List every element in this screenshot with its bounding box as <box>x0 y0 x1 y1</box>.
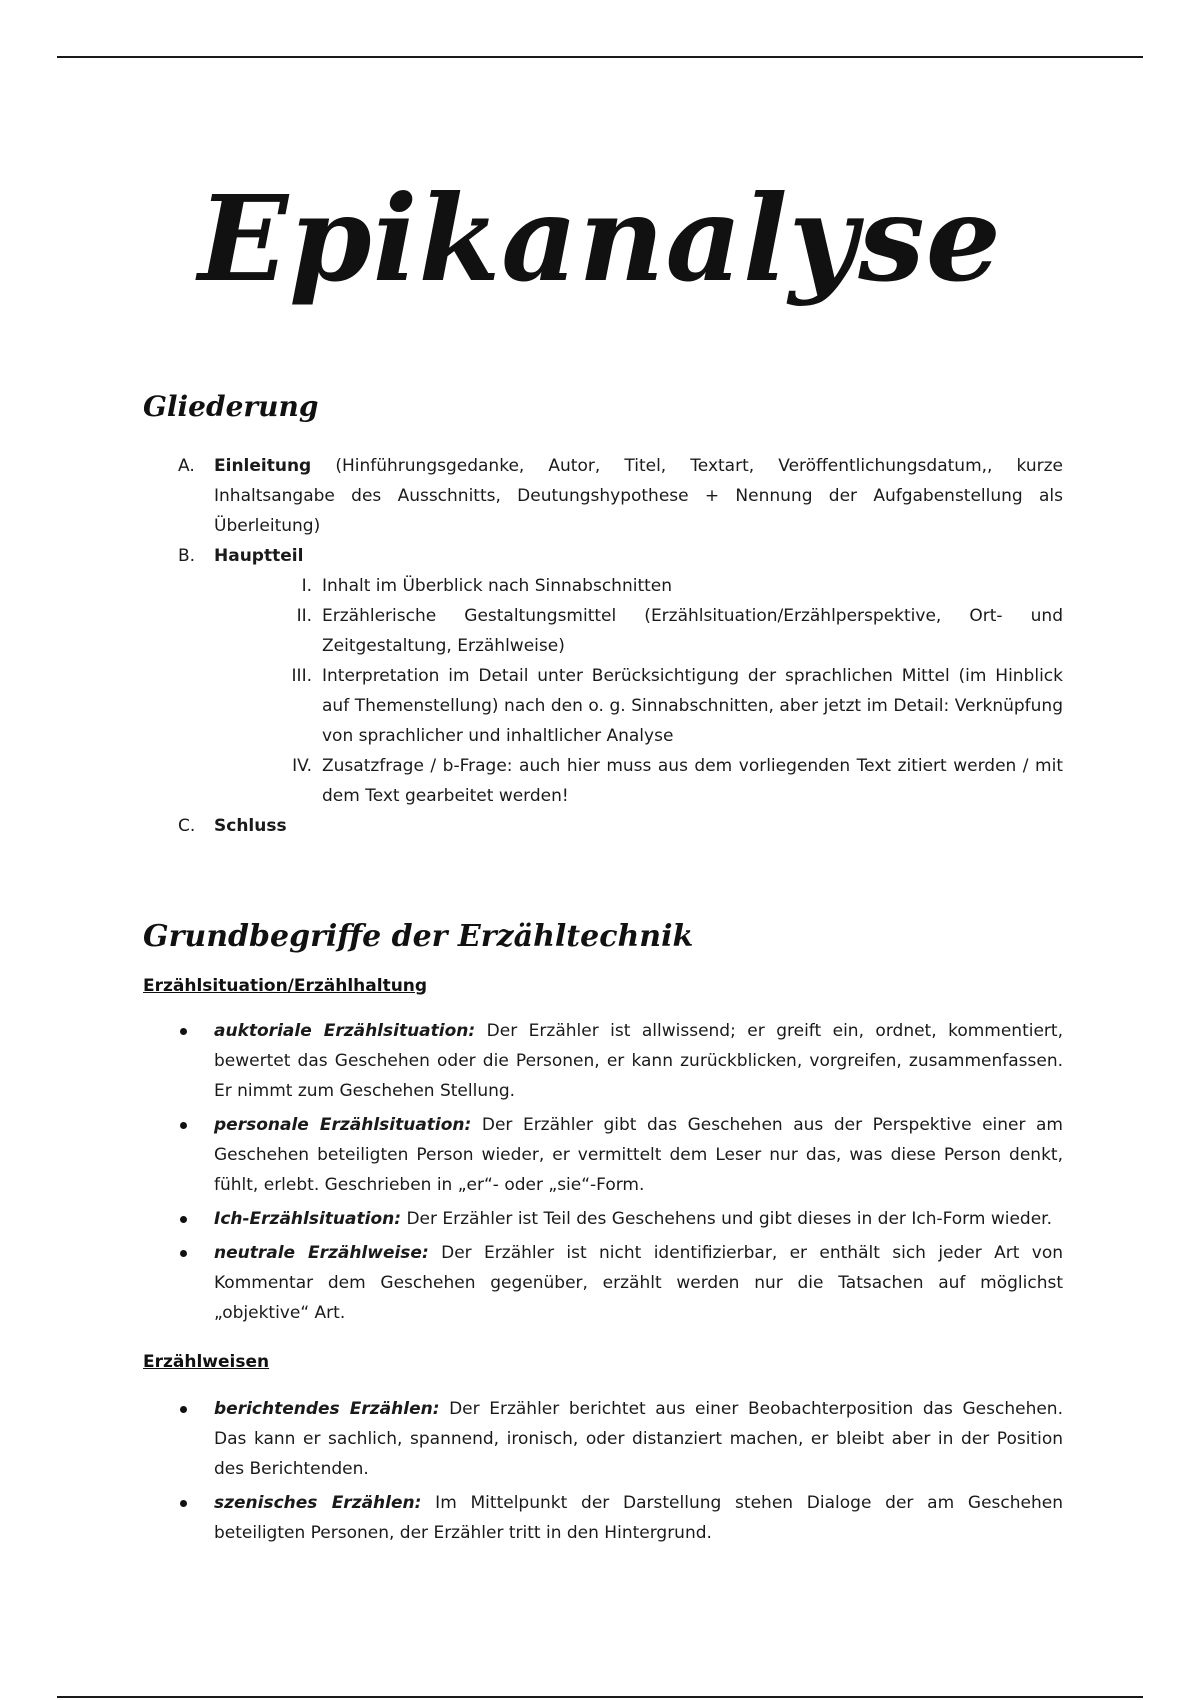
content <box>143 390 1063 1552</box>
definition: Der Erzähler gibt das Geschehen aus der Perspektive einer am Geschehen beteiligten Person wieder, er vermittelt dem Leser nur das, was diese Person denkt, fühlt, erlebt. Geschrieben in „er“- oder „sie“-Form. <box>214 1115 1063 1195</box>
outline-text: (Hinführungsgedanke, Autor, Titel, Textart, Veröffentlichungsdatum,, kurze Inhaltsangabe des Ausschnitts, Deutungshypothese + Nennung der Aufgabenstellung als Überleitung) <box>214 456 1063 536</box>
term: szenisches Erzählen: <box>214 1493 422 1513</box>
top-rule <box>57 56 1143 58</box>
sub-text: Inhalt im Überblick nach Sinnabschnitten <box>322 576 673 596</box>
grundbegriffe-heading: Grundbegriffe der Erzähltechnik <box>143 919 694 954</box>
outline-label: Schluss <box>214 816 287 836</box>
outline-label: Hauptteil <box>214 546 304 566</box>
bullet-icon <box>180 1500 187 1507</box>
list-item <box>178 1204 1063 1234</box>
list-item <box>178 1394 1063 1484</box>
sub-text: Erzählerische Gestaltungsmittel (Erzählsituation/Erzählperspektive, Ort- und Zeitgestaltung, Erzählweise) <box>322 606 1063 656</box>
outline-item-c <box>178 811 1063 841</box>
sub-item <box>284 571 1063 601</box>
term: Ich-Erzählsituation: <box>214 1209 402 1229</box>
sub-item <box>284 601 1063 661</box>
outline-item-a <box>178 451 1063 541</box>
list-item <box>178 1238 1063 1328</box>
sub-marker: IV. <box>292 756 312 776</box>
erzaehlweisen-heading: Erzählweisen <box>143 1352 270 1372</box>
sub-item <box>284 751 1063 811</box>
sub-marker: I. <box>301 576 312 596</box>
bullet-icon <box>180 1216 187 1223</box>
term: auktoriale Erzählsituation: <box>214 1021 476 1041</box>
erzaehlweisen-list <box>143 1394 1063 1548</box>
page-title: Epikanalyse <box>198 169 1002 308</box>
term: personale Erzählsituation: <box>214 1115 472 1135</box>
bullet-icon <box>180 1406 187 1413</box>
sub-text: Interpretation im Detail unter Berücksichtigung der sprachlichen Mittel (im Hinblick auf Themenstellung) nach den o. g. Sinnabschnitten, aber jetzt im Detail: Verknüpfung von sprachlicher und inhaltlicher Analyse <box>322 666 1063 746</box>
definition: Der Erzähler berichtet aus einer Beobachterposition das Geschehen. Das kann er sachlich, spannend, ironisch, oder distanziert machen, er bleibt aber in der Position des Berichtenden. <box>214 1399 1063 1479</box>
definition: Der Erzähler ist allwissend; er greift ein, ordnet, kommentiert, bewertet das Geschehen oder die Personen, er kann zurückblicken, vorgreifen, zusammenfassen. Er nimmt zum Geschehen Stellung. <box>214 1021 1063 1101</box>
outline-marker: C. <box>178 816 196 836</box>
definition: Der Erzähler ist nicht identifizierbar, er enthält sich jeder Art von Kommentar dem Geschehen gegenüber, erzählt werden nur die Tatsachen auf möglichst „objektive“ Art. <box>214 1243 1064 1323</box>
bottom-rule <box>57 1696 1143 1698</box>
sub-marker: II. <box>296 606 312 626</box>
list-item <box>178 1488 1063 1548</box>
list-item <box>178 1016 1063 1106</box>
term: neutrale Erzählweise: <box>214 1243 429 1263</box>
sub-text: Zusatzfrage / b-Frage: auch hier muss aus dem vorliegenden Text zitiert werden / mit dem Text gearbeitet werden! <box>322 756 1063 806</box>
bullet-icon <box>180 1122 187 1129</box>
gliederung-heading: Gliederung <box>143 390 319 423</box>
erzaehlsituation-heading: Erzählsituation/Erzählhaltung <box>143 976 428 996</box>
term: berichtendes Erzählen: <box>214 1399 440 1419</box>
definition: Im Mittelpunkt der Darstellung stehen Dialoge der am Geschehen beteiligten Personen, der Erzähler tritt in den Hintergrund. <box>214 1493 1063 1543</box>
bullet-icon <box>180 1250 187 1257</box>
erzaehlsituation-list <box>143 1016 1063 1328</box>
list-item <box>178 1110 1063 1200</box>
sub-item <box>284 661 1063 751</box>
hauptteil-sublist <box>214 571 1063 811</box>
gliederung-list <box>143 451 1063 841</box>
sub-marker: III. <box>291 666 312 686</box>
outline-marker: B. <box>178 546 196 566</box>
outline-label: Einleitung <box>214 456 312 476</box>
definition: Der Erzähler ist Teil des Geschehens und gibt dieses in der Ich-Form wieder. <box>401 1209 1052 1229</box>
bullet-icon <box>180 1028 187 1035</box>
outline-item-b <box>178 541 1063 811</box>
outline-marker: A. <box>178 456 195 476</box>
